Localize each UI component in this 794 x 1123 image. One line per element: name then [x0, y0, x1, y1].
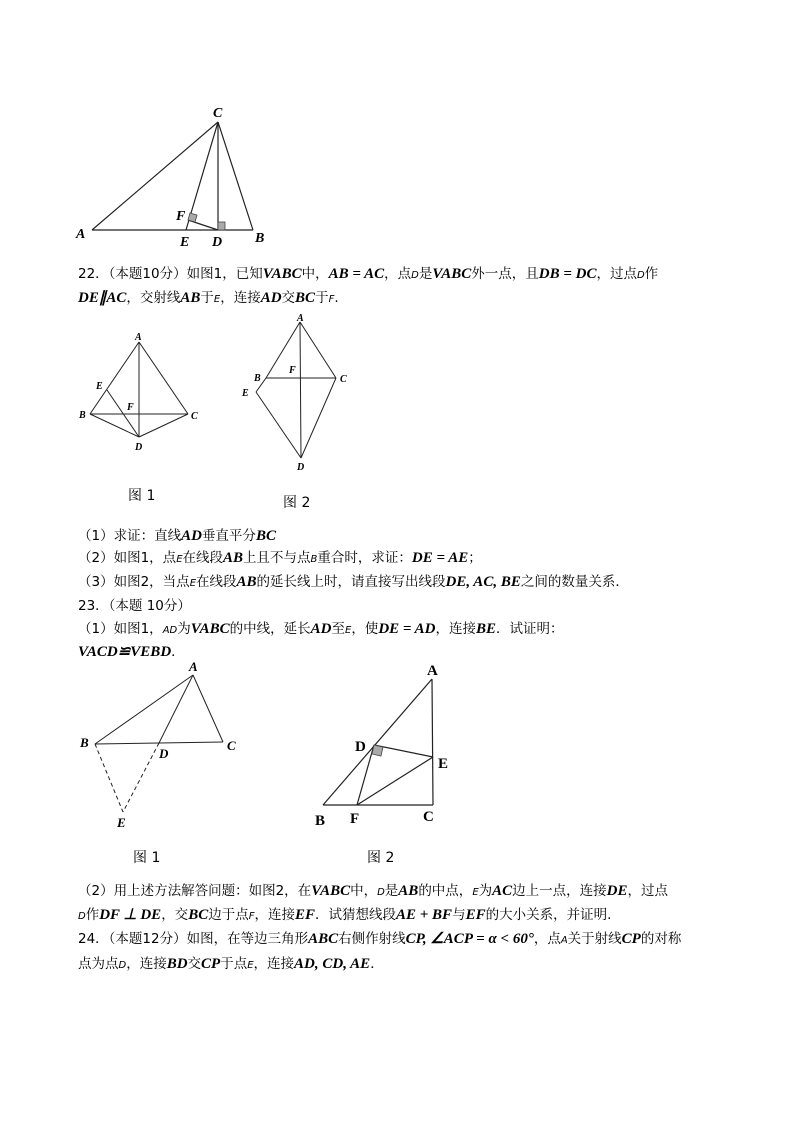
q23-part-2: （2）用上述方法解答问题：如图2，在VABC中，D是AB的中点，E为AC边上一点，连接DE，过点	[78, 883, 668, 899]
seg-AC	[193, 675, 223, 742]
q23-figure-1	[75, 655, 250, 835]
label-A: A	[189, 659, 198, 674]
seg-AC	[300, 322, 336, 378]
label-A: A	[135, 332, 142, 343]
label-B: B	[80, 735, 89, 750]
seg-ED	[256, 392, 301, 458]
seg-CD	[301, 378, 336, 458]
q22-part-1: （1）求证：直线AD垂直平分BC	[78, 528, 276, 544]
seg-AB	[95, 675, 193, 744]
label-F: F	[350, 811, 360, 827]
q22-part-2: （2）如图1，点E在线段AB上且不与点B重合时，求证：DE = AE；	[78, 550, 482, 566]
label-C: C	[227, 738, 236, 753]
seg-DE	[123, 743, 159, 812]
q24-line-1: 24．（本题12分）如图，在等边三角形ABC右侧作射线CP, ∠ACP = α < 60°，点A关于射线CP的对称	[78, 931, 682, 947]
q22-intro-2: DE∥AC，交射线AB于E，连接AD交BC于F.	[78, 290, 339, 306]
label-F: F	[176, 209, 186, 224]
seg-AC	[92, 122, 218, 230]
label-D: D	[159, 746, 169, 761]
label-D: D	[212, 235, 223, 250]
seg-AD	[159, 675, 193, 743]
q23-part-1b: VACD≌VEBD．	[78, 644, 185, 660]
label-A: A	[76, 227, 86, 242]
label-C: C	[340, 374, 347, 385]
label-A: A	[427, 663, 438, 679]
seg-AC	[139, 342, 188, 414]
q23-figure-2	[305, 655, 470, 835]
q23-fig2-caption: 图 2	[367, 850, 395, 866]
seg-AD	[300, 322, 301, 458]
q22-fig1-caption: 图 1	[128, 488, 156, 504]
q23-part-2b: D作DF ⊥ DE，交BC边于点F，连接EF．试猜想线段AE + BF与EF的大小关系，并证明.	[78, 907, 612, 923]
q24-line-2: 点为点D，连接BD交CP于点E，连接AD, CD, AE．	[78, 956, 384, 972]
label-C: C	[213, 106, 223, 121]
label-D: D	[355, 739, 366, 755]
right-angle-D	[218, 222, 225, 230]
seg-AC	[432, 679, 433, 805]
label-B: B	[315, 813, 326, 829]
label-E: E	[438, 756, 449, 772]
seg-CB	[218, 122, 253, 230]
q23-part-1: （1）如图1，AD为VABC的中线，延长AD至E，使DE = AD，连接BE．试证明：	[78, 621, 564, 637]
seg-AB	[323, 679, 432, 805]
seg-BE	[95, 744, 123, 812]
label-E: E	[96, 381, 103, 392]
label-F: F	[127, 402, 134, 413]
label-B: B	[255, 231, 265, 246]
label-E: E	[117, 815, 126, 830]
label-E: E	[242, 388, 249, 399]
top-triangle-figure	[70, 100, 270, 250]
right-angle-D	[372, 745, 383, 756]
label-B: B	[254, 373, 261, 384]
label-C: C	[191, 411, 198, 422]
q22-part-3: （3）如图2，当点E在线段AB的延长线上时，请直接写出线段DE, AC, BE之间的数量关系．	[78, 574, 629, 590]
label-F: F	[289, 365, 296, 376]
label-B: B	[79, 410, 86, 421]
label-E: E	[180, 235, 190, 250]
q22-figure-1	[70, 330, 210, 460]
right-angle-F	[188, 213, 197, 222]
label-D: D	[135, 442, 143, 453]
label-D: D	[297, 462, 305, 473]
q22-figure-2	[238, 310, 358, 480]
q22-fig2-caption: 图 2	[283, 495, 311, 511]
q23-fig1-caption: 图 1	[133, 850, 161, 866]
label-C: C	[423, 809, 434, 825]
q22-intro: 22．（本题10分）如图1，已知VABC中，AB = AC，点D是VABC外一点，且DB = DC，过点D作	[78, 266, 659, 282]
seg-CD	[139, 414, 188, 437]
label-A: A	[297, 313, 304, 324]
q23-title: 23．（本题 10分）	[78, 598, 191, 614]
